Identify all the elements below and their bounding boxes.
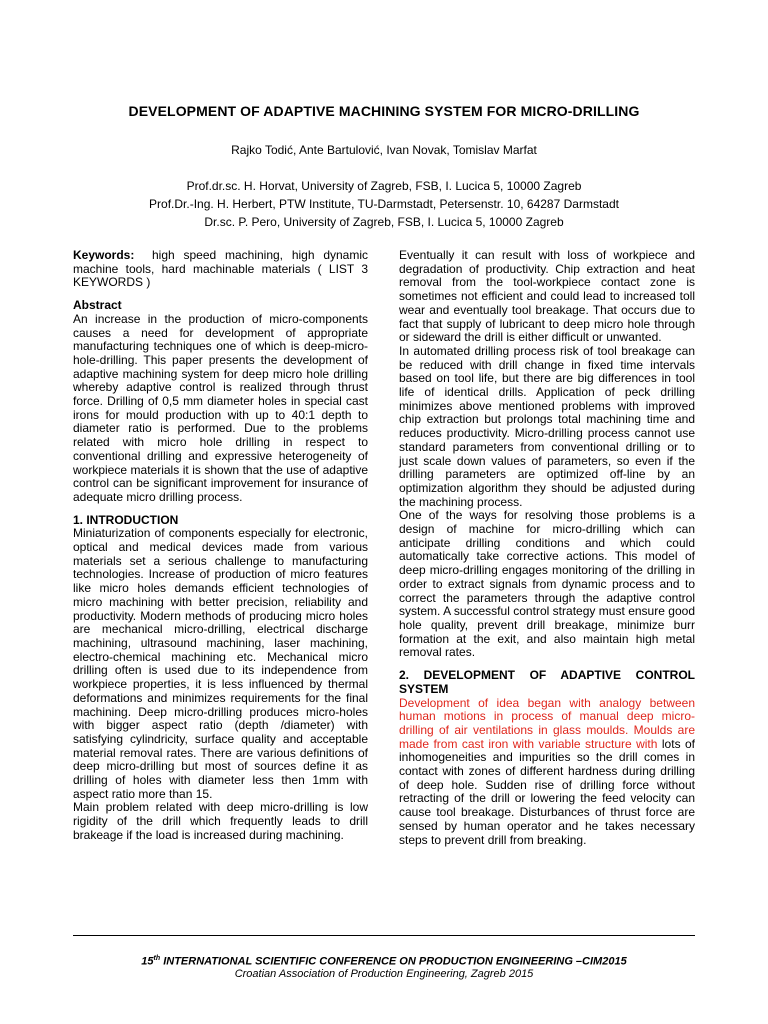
section-2-text: lots of inhomogeneities and impurities so the drill comes in contact with zones of different hardness during drilling of deep hole. Sudden rise of drilling force without retracting of the drill or lowering the feed velocity can cause tool breakage. Disturbances of thrust force are sensed by human operator and he takes necessary steps to prevent drill from breaking. [399, 736, 696, 847]
affiliation-2: Prof.Dr.-Ing. H. Herbert, PTW Institute, TU-Darmstadt, Petersenstr. 10, 64287 Darmstadt [149, 197, 619, 211]
keywords-paragraph [73, 249, 368, 290]
introduction-paragraph-2: Main problem related with deep micro-drilling is low rigidity of the drill which frequently leads to drill brakeage if the load is increased during machining. [73, 800, 368, 842]
body-paragraph-1: Eventually it can result with loss of workpiece and degradation of productivity. Chip extraction and heat removal from the tool-workpiece contact zone is sometimes not efficient and could lead to increased toll wear and eventually tool breakage. That occurs due to fact that supply of lubricant to deep micro hole through or sideward the drill is either difficult or unwanted. [399, 248, 695, 345]
paper-title: DEVELOPMENT OF ADAPTIVE MACHINING SYSTEM FOR MICRO-DRILLING [128, 103, 640, 119]
page-footer [0, 955, 768, 981]
section-2-heading: 2. DEVELOPMENT OF ADAPTIVE CONTROL SYSTEM [399, 668, 695, 696]
affiliation-1: Prof.dr.sc. H. Horvat, University of Zagreb, FSB, I. Lucica 5, 10000 Zagreb [186, 179, 582, 193]
keywords-label: Keywords: [73, 248, 135, 262]
affiliation-3: Dr.sc. P. Pero, University of Zagreb, FSB, I. Lucica 5, 10000 Zagreb [204, 215, 564, 229]
introduction-paragraph-1: Miniaturization of components especially for electronic, optical and medical devices made from various materials set a serious challenge to manufacturing technologies. Increase of production of micro features like micro holes demands efficient technologies of micro machining with better precision, reliability and productivity. Modern methods of producing micro holes are mechanical micro-drilling, electrical discharge machining, ultrasound machining, laser machining, electro-chemical machining etc. Mechanical micro drilling often is used due to its independence from workpiece properties, it is less influenced by thermal deformations and minimizes requirements for the final machining. Deep micro-drilling produces micro-holes with bigger aspect ratio (depth /diameter) with satisfying cylindricity, surface quality and acceptable material removal rates. There are various definitions of deep micro-drilling but most of sources define it as drilling of holes with diameter less then 1mm with aspect ratio more than 15. [73, 526, 368, 801]
conference-ordinal-suffix: th [153, 955, 161, 962]
conference-title: INTERNATIONAL SCIENTIFIC CONFERENCE ON PRODUCTION ENGINEERING –CIM2015 [160, 955, 627, 968]
right-column [399, 249, 695, 847]
abstract-heading: Abstract [73, 298, 122, 313]
highlighted-text: Development of idea began with analogy between human motions in process of manual deep micro-drilling of air ventilations in glass moulds. Moulds are made from cast iron with variable structure with [399, 695, 695, 751]
left-column [73, 249, 368, 843]
body-paragraph-3: One of the ways for resolving those problems is a design of machine for micro-drilling which can anticipate drilling conditions and which could automatically take corrective actions. This model of deep micro-drilling engages monitoring of the drilling in order to extract signals from dynamic process and to correct the parameters through the adaptive control system. A successful control strategy must ensure good hole quality, prevent drill breakage, minimize burr formation at the exit, and also maintain high metal removal rates. [399, 508, 695, 660]
section-2-paragraph [399, 697, 695, 848]
author-list: Rajko Todić, Ante Bartulović, Ivan Novak, Tomislav Marfat [231, 143, 537, 157]
footer-divider [73, 935, 695, 936]
conference-name [0, 955, 768, 968]
introduction-heading: 1. INTRODUCTION [73, 512, 179, 527]
body-paragraph-2: In automated drilling process risk of tool breakage can be reduced with drill change in fixed time intervals based on tool life, but there are big differences in tool life of identical drills. Application of peck drilling minimizes above mentioned problems with improved chip extraction but prolongs total machining time and reduces productivity. Micro-drilling process cannot use standard parameters from conventional drilling or to just scale down values of parameters, so even if the drilling parameters are optimized off-line by an optimization algorithm they should be adjusted during the machining process. [399, 343, 695, 509]
conference-ordinal: 15 [141, 955, 154, 968]
abstract-text: An increase in the production of micro-components causes a need for development of appropriate manufacturing techniques one of which is deep-micro-hole-drilling. This paper presents the development of adaptive machining system for deep micro hole drilling whereby adaptive control is realized through thrust force. Drilling of 0,5 mm diameter holes in special cast irons for mould production with up to 40:1 depth to diameter ratio is performed. Due to the problems related with micro hole drilling in respect to conventional drilling and expressive heterogeneity of workpiece materials it is shown that the use of adaptive control can be significant improvement for insurance of adequate micro drilling process. [73, 311, 368, 504]
affiliation-list [0, 177, 768, 231]
keywords-text: high speed machining, high dynamic machine tools, hard machinable materials ( LIST 3 KEYWORDS ) [73, 248, 369, 290]
association-name: Croatian Association of Production Engineering, Zagreb 2015 [234, 967, 534, 980]
